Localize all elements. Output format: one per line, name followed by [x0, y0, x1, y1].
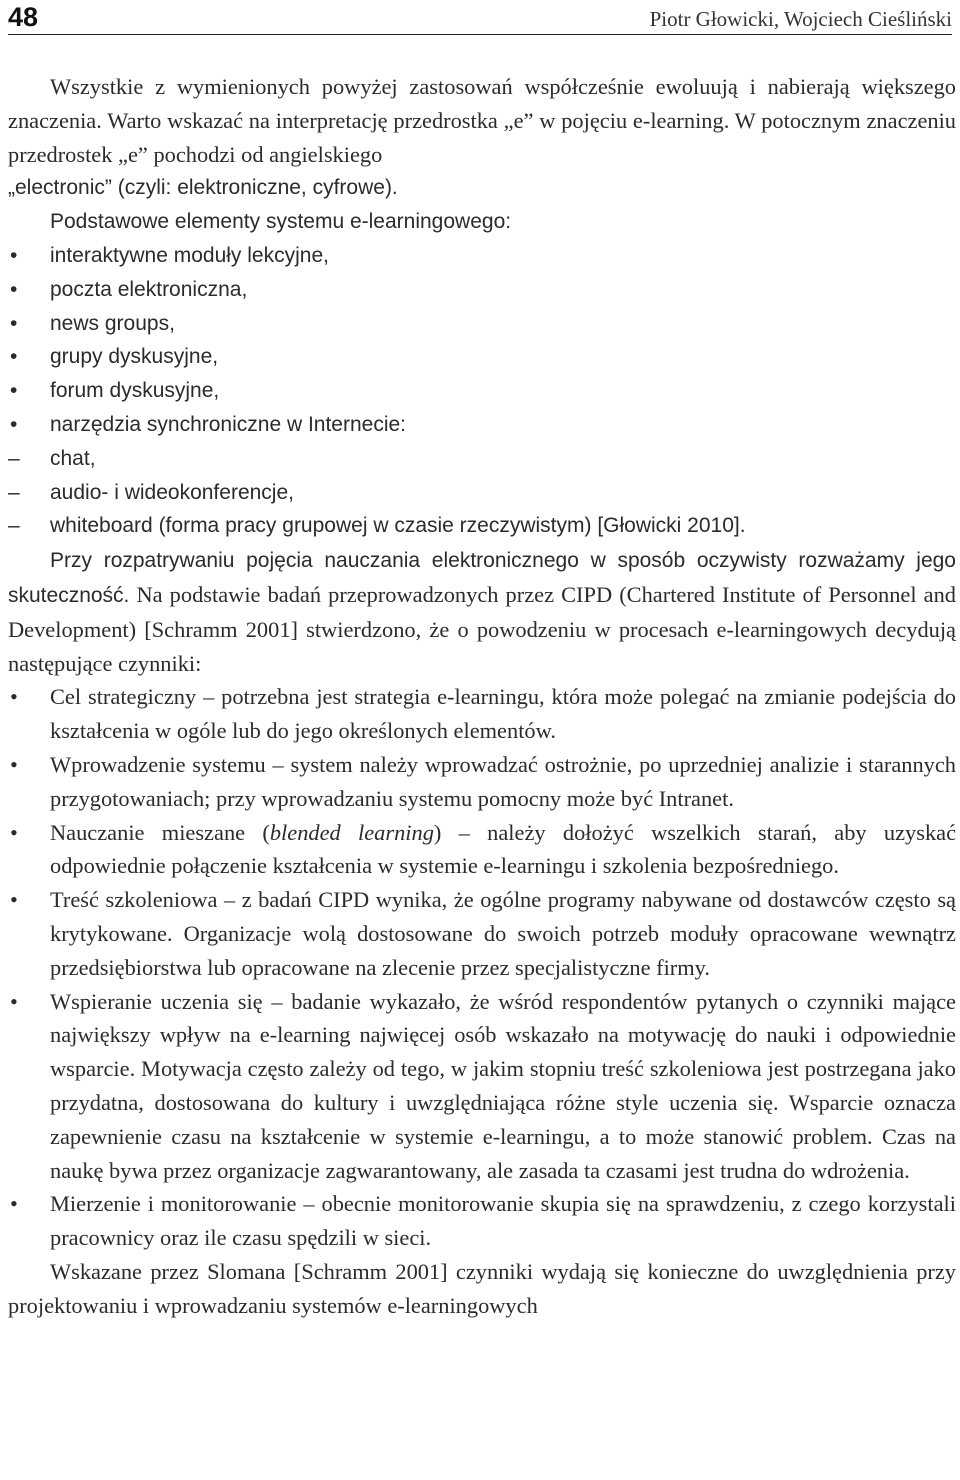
cipd-paragraph-lead: Przy rozpatrywaniu pojęcia nauczania elektronicznego w sposób oczywisty rozważamy jego skuteczność.: [8, 549, 956, 607]
success-factors-list: [8, 680, 956, 1255]
list-item-text: Wspieranie uczenia się – badanie wykazało, że wśród respondentów pytanych o czynniki mające największy wpływ na e-learning najwięcej osób wskazało na motywację do nauki i odpowiednie wsparcie. Motywacja często zależy od tego, w jakim stopniu treść szkoleniowa jest postrzegana jako przydatna, dostosowana do kultury i uwzględniająca różne style uczenia się. Wsparcie oznacza zapewnienie czasu na kształcenie w systemie e-learningu, a to może stanowić problem. Czas na naukę bywa przez organizacje zagwarantowany, ale zasada ta czasami jest trudna do wdrożenia.: [50, 988, 956, 1183]
list-item-text: Wprowadzenie systemu – system należy wprowadzać ostrożnie, po uprzedniej analizie i starannych przygotowaniach; przy wprowadzaniu systemu pomocny może być Intranet.: [50, 751, 956, 811]
list-item: [8, 883, 956, 984]
list-item: [8, 239, 956, 273]
cipd-paragraph: [8, 543, 956, 680]
list-item: [8, 748, 956, 816]
list-item-text: forum dyskusyjne,: [50, 379, 220, 403]
list-item: [8, 273, 956, 307]
list-item-text: chat,: [50, 446, 96, 470]
intro-paragraph: [8, 70, 956, 171]
list-item: [8, 476, 956, 510]
list-item: [8, 509, 956, 543]
list-item-text: interaktywne moduły lekcyjne,: [50, 243, 329, 267]
list-item: [8, 1187, 956, 1255]
page-header: [8, 0, 952, 35]
intro-text: Wszystkie z wymienionych powyżej zastosowań współcześnie ewoluują i nabierają większego znaczenia. Warto wskazać na interpretację przedrostka „e” w pojęciu e-learning. W potocznym znaczeniu przedrostek „e” pochodzi od angielskiego: [8, 74, 956, 167]
closing-paragraph: Wskazane przez Slomana [Schramm 2001] czynniki wydają się konieczne do uwzględnienia przy projektowaniu i wprowadzaniu systemów e-learningowych: [8, 1258, 956, 1318]
list-item-text: Treść szkoleniowa – z badań CIPD wynika, że ogólne programy nabywane od dostawców często są krytykowane. Organizacje wolą dostosowane do swoich potrzeb moduły opracowane wewnątrz przedsiębiorstwa lub opracowane na zlecenie przez specjalistyczne firmy.: [50, 887, 956, 980]
list-item: [8, 408, 956, 442]
list-item-text: whiteboard (forma pracy grupowej w czasie rzeczywistym) [Głowicki 2010].: [50, 514, 746, 538]
list-item-italic-term: blended learning: [269, 819, 434, 845]
list-item-text: grupy dyskusyjne,: [50, 345, 219, 369]
list-item: [8, 680, 956, 748]
page-body: [8, 70, 956, 1322]
list-item: [8, 816, 956, 884]
list-item-text: poczta elektroniczna,: [50, 277, 248, 301]
list-item-text: news groups,: [50, 311, 175, 335]
list-item: [8, 374, 956, 408]
elements-heading: Podstawowe elementy systemu e-learningowego:: [50, 210, 512, 234]
running-head-authors: Piotr Głowicki, Wojciech Cieśliński: [649, 7, 952, 31]
list-item-text: Mierzenie i monitorowanie – obecnie monitorowanie skupia się na sprawdzeniu, z czego korzystali pracownicy oraz ile czasu spędzili w sieci.: [50, 1191, 956, 1251]
list-item-text-before: Nauczanie mieszane (: [50, 819, 270, 845]
cipd-paragraph-rest: Na podstawie badań przeprowadzonych przez CIPD (Chartered Institute of Personnel and Development) [Schramm 2001] stwierdzono, że o powodzeniu w procesach e-learningowych decydują następujące czynniki:: [8, 581, 956, 676]
list-item: [8, 307, 956, 341]
list-item-text: audio- i wideokonferencje,: [50, 480, 294, 504]
list-item-text: Cel strategiczny – potrzebna jest strategia e-learningu, która może polegać na zmianie podejścia do kształcenia w ogóle lub do jego określonych elementów.: [50, 684, 956, 744]
electronic-line: „electronic” (czyli: elektroniczne, cyfrowe).: [8, 176, 398, 200]
sync-tools-list: [8, 442, 956, 543]
page-number: 48: [8, 2, 39, 32]
list-item: [8, 442, 956, 476]
list-item-text-after: ) – należy dołożyć wszelkich starań, aby uzyskać odpowiednie połączenie kształcenia w systemie e-learningu i szkolenia bezpośredniego.: [50, 819, 957, 879]
list-item: [8, 340, 956, 374]
elements-list: [8, 239, 956, 442]
list-item: [8, 985, 956, 1188]
list-item-text: narzędzia synchroniczne w Internecie:: [50, 412, 407, 436]
